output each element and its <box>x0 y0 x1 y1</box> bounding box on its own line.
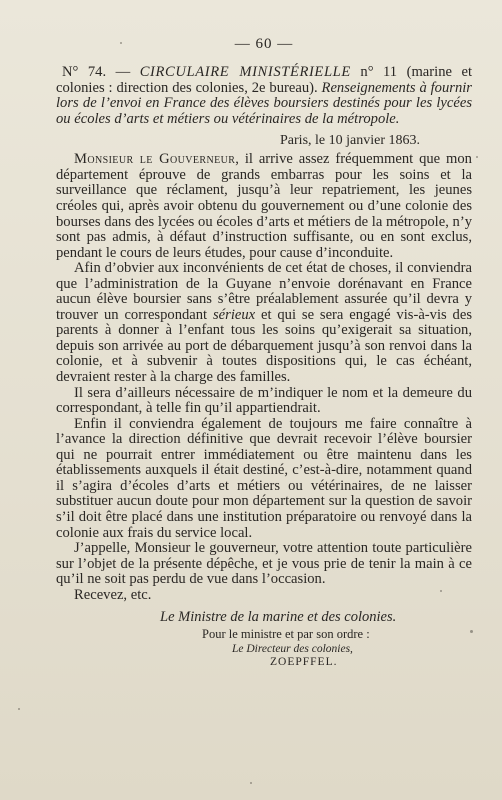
paragraph-2-text-b: et qui se sera engagé vis-à-vis des parents à donner à l’enfant tous les soins qu’exigerait sa situation, depuis son arrivée au port de débarquement jusqu’à son renvoi dans la colonie, et à subvenir à toutes dispositions qui, le cas échéant, devraient rester à la charge des familles. <box>56 306 473 386</box>
page-number: — 60 — <box>234 36 294 52</box>
paragraph-4: Enfin il conviendra également de toujours me faire connaître à l’avance la direction définitive que devrait recevoir l’élève boursier qui ne pourrait entrer immédiatement ou être maintenu dans les établissements auxquels il était destiné, c’est-à-dire, notamment quand il s’agira d’écoles d’arts et métiers ou vétérinaires, de ne laisser substituer aucun doute pour mon département sur la question de savoir s’il doit être placé dans une institution préparatoire ou renvoyé dans la colonie aux frais du service local. <box>56 415 472 541</box>
paragraph-5: J’appelle, Monsieur le gouverneur, votre attention toute particulière sur l’objet de la présente dépêche, et je vous prie de tenir la main à ce qu’il ne soit pas perdu de vue dans l’occasion. <box>56 540 472 588</box>
paragraph-2-italic: sérieux <box>212 306 256 323</box>
paragraph-1-text: , il arrive assez fréquemment que mon département éprouve de grands embarras pour les soins et la surveillance que réclament, jusqu’à leur repatriement, les jeunes créoles qui, après avoir obtenu du gouvernement ou d’une colonie des bourses dans des lycées ou écoles d’arts et métiers de la métropole, n’y sont pas admis, à défaut d’instruction suffisante, ou en sont exclus, pendant le cours de leurs études, pour cause d’inconduite. <box>56 151 472 261</box>
signature-director: Le Directeur des colonies, <box>232 643 353 656</box>
signature-name: ZOEPFFEL. <box>270 656 338 669</box>
paper-speck <box>440 590 442 592</box>
heading-rest: n° 11 (marine et colonies : direction des colonies, 2e bureau). <box>56 64 472 96</box>
paper-speck <box>18 708 20 710</box>
paragraph-2-text-a: Afin d’obvier aux inconvénients de cet état de choses, il conviendra que l’administration de la Guyane n’envoie dorénavant en France aucun élève boursier sans s’être préalablement assurée qu’il devra y trouver un correspondant <box>56 260 472 323</box>
dateline: Paris, le 10 janvier 1863. <box>280 133 420 149</box>
paragraph-3: Il sera d’ailleurs nécessaire de m’indiquer le nom et la demeure du correspondant, à telle fin qu’il appartiendrait. <box>56 384 472 417</box>
paper-speck <box>120 42 122 44</box>
paragraph-1 <box>56 152 472 261</box>
circular-title: CIRCULAIRE MINISTÉRIELLE <box>139 64 351 80</box>
signature-for-order: Pour le ministre et par son ordre : <box>202 627 370 642</box>
salutation: Monsieur le Gouverneur <box>74 151 236 168</box>
circular-number: N° 74. <box>62 64 107 80</box>
circular-heading <box>56 65 472 127</box>
paragraph-6: Recevez, etc. <box>74 586 152 603</box>
signature-minister: Le Ministre de la marine et des colonies. <box>160 609 397 626</box>
paper-speck <box>476 156 478 158</box>
paper-speck <box>250 782 252 784</box>
heading-dash: — <box>106 64 140 80</box>
paragraph-2 <box>56 261 472 385</box>
paper-speck <box>470 630 473 633</box>
circular-summary: Renseignements à fournir lors de l’envoi en France des élèves boursiers destinés pour les lycées ou écoles d’arts et métiers ou vétérinaires de la métropole. <box>56 79 472 127</box>
